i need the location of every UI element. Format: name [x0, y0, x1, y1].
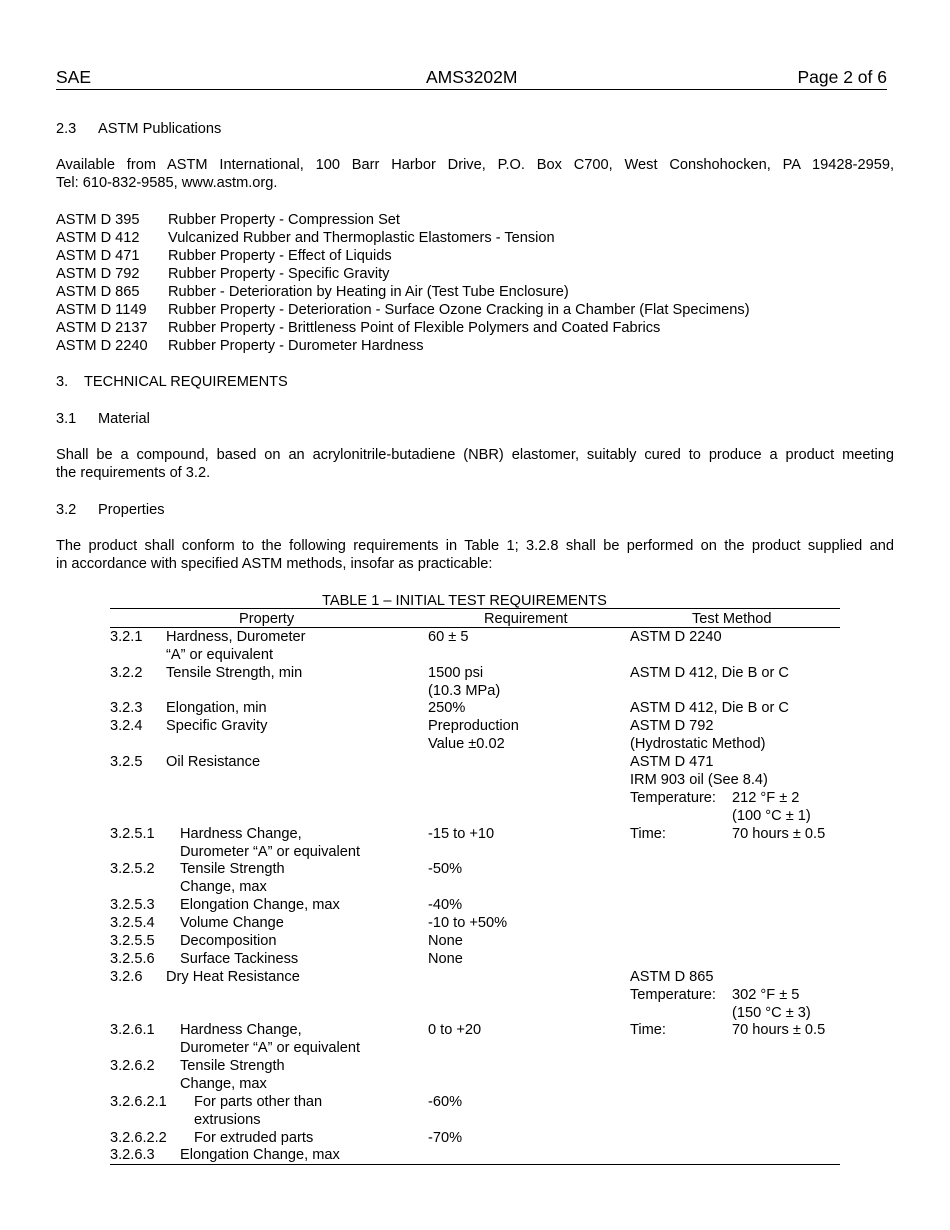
section-title: Properties [98, 502, 165, 518]
property-text: Hardness Change, [180, 1022, 302, 1038]
row-number: 3.2.6.2.1 [110, 1094, 167, 1110]
requirement-value: None [428, 951, 463, 967]
test-method-text: Temperature: [630, 790, 716, 806]
requirement-value-cont: Value ±0.02 [428, 736, 505, 752]
property-text-cont: extrusions [194, 1112, 261, 1128]
row-number: 3.2.6.1 [110, 1022, 155, 1038]
row-number: 3.2.3 [110, 700, 143, 716]
property-text: Specific Gravity [166, 718, 268, 734]
requirement-value: -10 to +50% [428, 915, 508, 931]
column-header-property: Property [239, 611, 295, 627]
test-method-value: 212 °F ± 2 [732, 790, 800, 806]
section-3-heading [56, 373, 288, 391]
test-method-text: ASTM D 412, Die B or C [630, 700, 789, 716]
requirement-value: Preproduction [428, 718, 519, 734]
row-number: 3.2.5.5 [110, 933, 155, 949]
column-header-requirement: Requirement [484, 611, 568, 627]
table-bottom-rule [110, 1164, 840, 1165]
property-text: For extruded parts [194, 1130, 314, 1146]
page-header [56, 68, 887, 90]
reference-code: ASTM D 2137 [56, 320, 148, 336]
section-number: 3.2 [56, 502, 77, 518]
row-number: 3.2.5.2 [110, 861, 155, 877]
property-text: Decomposition [180, 933, 277, 949]
test-method-value: (100 °C ± 1) [732, 808, 811, 824]
table-caption: TABLE 1 – INITIAL TEST REQUIREMENTS [322, 593, 607, 609]
material-text-line-1: Shall be a compound, based on an acrylonitrile-butadiene (NBR) elastomer, suitably cured to produce a product meeting [56, 447, 894, 463]
requirement-value: -60% [428, 1094, 463, 1110]
test-method-value: 70 hours ± 0.5 [732, 1022, 826, 1038]
row-number: 3.2.4 [110, 718, 143, 734]
property-text: Tensile Strength, min [166, 665, 303, 681]
reference-title: Rubber Property - Deterioration - Surface Ozone Cracking in a Chamber (Flat Specimens) [168, 302, 750, 318]
reference-code: ASTM D 1149 [56, 302, 147, 318]
row-number: 3.2.5.3 [110, 897, 155, 913]
astm-availability-line-2: Tel: 610-832-9585, www.astm.org. [56, 175, 278, 191]
row-number: 3.2.6 [110, 969, 143, 985]
section-number: 3. [56, 374, 69, 390]
property-text: Elongation Change, max [180, 897, 340, 913]
section-3-1-heading [56, 410, 150, 428]
test-method-value: 302 °F ± 5 [732, 987, 800, 1003]
property-text: Volume Change [180, 915, 284, 931]
row-number: 3.2.5.6 [110, 951, 155, 967]
header-org: SAE [56, 67, 92, 87]
property-text: Dry Heat Resistance [166, 969, 300, 985]
section-number: 3.1 [56, 411, 77, 427]
requirement-value-cont: (10.3 MPa) [428, 683, 501, 699]
row-number: 3.2.6.2 [110, 1058, 155, 1074]
property-text-cont: Durometer “A” or equivalent [180, 1040, 361, 1056]
reference-code: ASTM D 2240 [56, 338, 148, 354]
property-text: Hardness Change, [180, 826, 302, 842]
test-method-text: ASTM D 792 [630, 718, 714, 734]
test-method-text: Time: [630, 1022, 666, 1038]
test-method-text: ASTM D 412, Die B or C [630, 665, 789, 681]
property-text: For parts other than [194, 1094, 323, 1110]
requirement-value: 250% [428, 700, 466, 716]
property-text-cont: Change, max [180, 1076, 267, 1092]
row-number: 3.2.2 [110, 665, 143, 681]
section-title: ASTM Publications [98, 121, 222, 137]
reference-title: Rubber Property - Compression Set [168, 212, 400, 228]
reference-title: Vulcanized Rubber and Thermoplastic Elastomers - Tension [168, 230, 555, 246]
section-title: TECHNICAL REQUIREMENTS [84, 374, 288, 390]
property-text: Elongation, min [166, 700, 267, 716]
reference-code: ASTM D 412 [56, 230, 140, 246]
requirement-value: -50% [428, 861, 463, 877]
requirement-value: -15 to +10 [428, 826, 495, 842]
property-text-cont: “A” or equivalent [166, 647, 274, 663]
requirement-value: 1500 psi [428, 665, 484, 681]
requirement-value: -40% [428, 897, 463, 913]
properties-text-line-1: The product shall conform to the following requirements in Table 1; 3.2.8 shall be performed on the product supplied and [56, 538, 894, 554]
row-number: 3.2.1 [110, 629, 143, 645]
property-text: Tensile Strength [180, 861, 285, 877]
property-text: Surface Tackiness [180, 951, 299, 967]
reference-title: Rubber Property - Brittleness Point of Flexible Polymers and Coated Fabrics [168, 320, 661, 336]
property-text: Oil Resistance [166, 754, 261, 770]
table-top-rule [110, 608, 840, 609]
test-method-value: (150 °C ± 3) [732, 1005, 811, 1021]
astm-availability-line-1: Available from ASTM International, 100 Barr Harbor Drive, P.O. Box C700, West Conshohocken, PA 19428-2959, [56, 157, 894, 173]
reference-title: Rubber Property - Effect of Liquids [168, 248, 392, 264]
reference-title: Rubber Property - Durometer Hardness [168, 338, 424, 354]
test-method-text: (Hydrostatic Method) [630, 736, 766, 752]
property-text-cont: Durometer “A” or equivalent [180, 844, 361, 860]
test-method-text: Temperature: [630, 987, 716, 1003]
section-3-2-heading [56, 501, 165, 519]
test-method-text: ASTM D 2240 [630, 629, 722, 645]
requirement-value: 60 ± 5 [428, 629, 469, 645]
row-number: 3.2.6.3 [110, 1147, 155, 1163]
header-doc-number: AMS3202M [426, 67, 518, 87]
property-text: Hardness, Durometer [166, 629, 306, 645]
property-text: Elongation Change, max [180, 1147, 340, 1163]
requirement-value: -70% [428, 1130, 463, 1146]
header-page-number: Page 2 of 6 [797, 67, 887, 87]
property-text-cont: Change, max [180, 879, 267, 895]
row-number: 3.2.5.1 [110, 826, 155, 842]
row-number: 3.2.5.4 [110, 915, 155, 931]
row-number: 3.2.5 [110, 754, 143, 770]
reference-code: ASTM D 471 [56, 248, 140, 264]
reference-code: ASTM D 865 [56, 284, 140, 300]
requirement-value: None [428, 933, 463, 949]
row-number: 3.2.6.2.2 [110, 1130, 167, 1146]
section-title: Material [98, 411, 150, 427]
section-2-3-heading [56, 120, 221, 138]
column-header-test-method: Test Method [692, 611, 772, 627]
requirement-value: 0 to +20 [428, 1022, 482, 1038]
section-number: 2.3 [56, 121, 77, 137]
test-method-value: 70 hours ± 0.5 [732, 826, 826, 842]
test-method-text: IRM 903 oil (See 8.4) [630, 772, 768, 788]
test-method-text: ASTM D 471 [630, 754, 714, 770]
property-text: Tensile Strength [180, 1058, 285, 1074]
material-text-line-2: the requirements of 3.2. [56, 465, 211, 481]
reference-title: Rubber - Deterioration by Heating in Air (Test Tube Enclosure) [168, 284, 569, 300]
properties-text-line-2: in accordance with specified ASTM methods, insofar as practicable: [56, 556, 493, 572]
reference-code: ASTM D 792 [56, 266, 140, 282]
reference-code: ASTM D 395 [56, 212, 140, 228]
reference-title: Rubber Property - Specific Gravity [168, 266, 390, 282]
test-method-text: Time: [630, 826, 666, 842]
test-method-text: ASTM D 865 [630, 969, 714, 985]
